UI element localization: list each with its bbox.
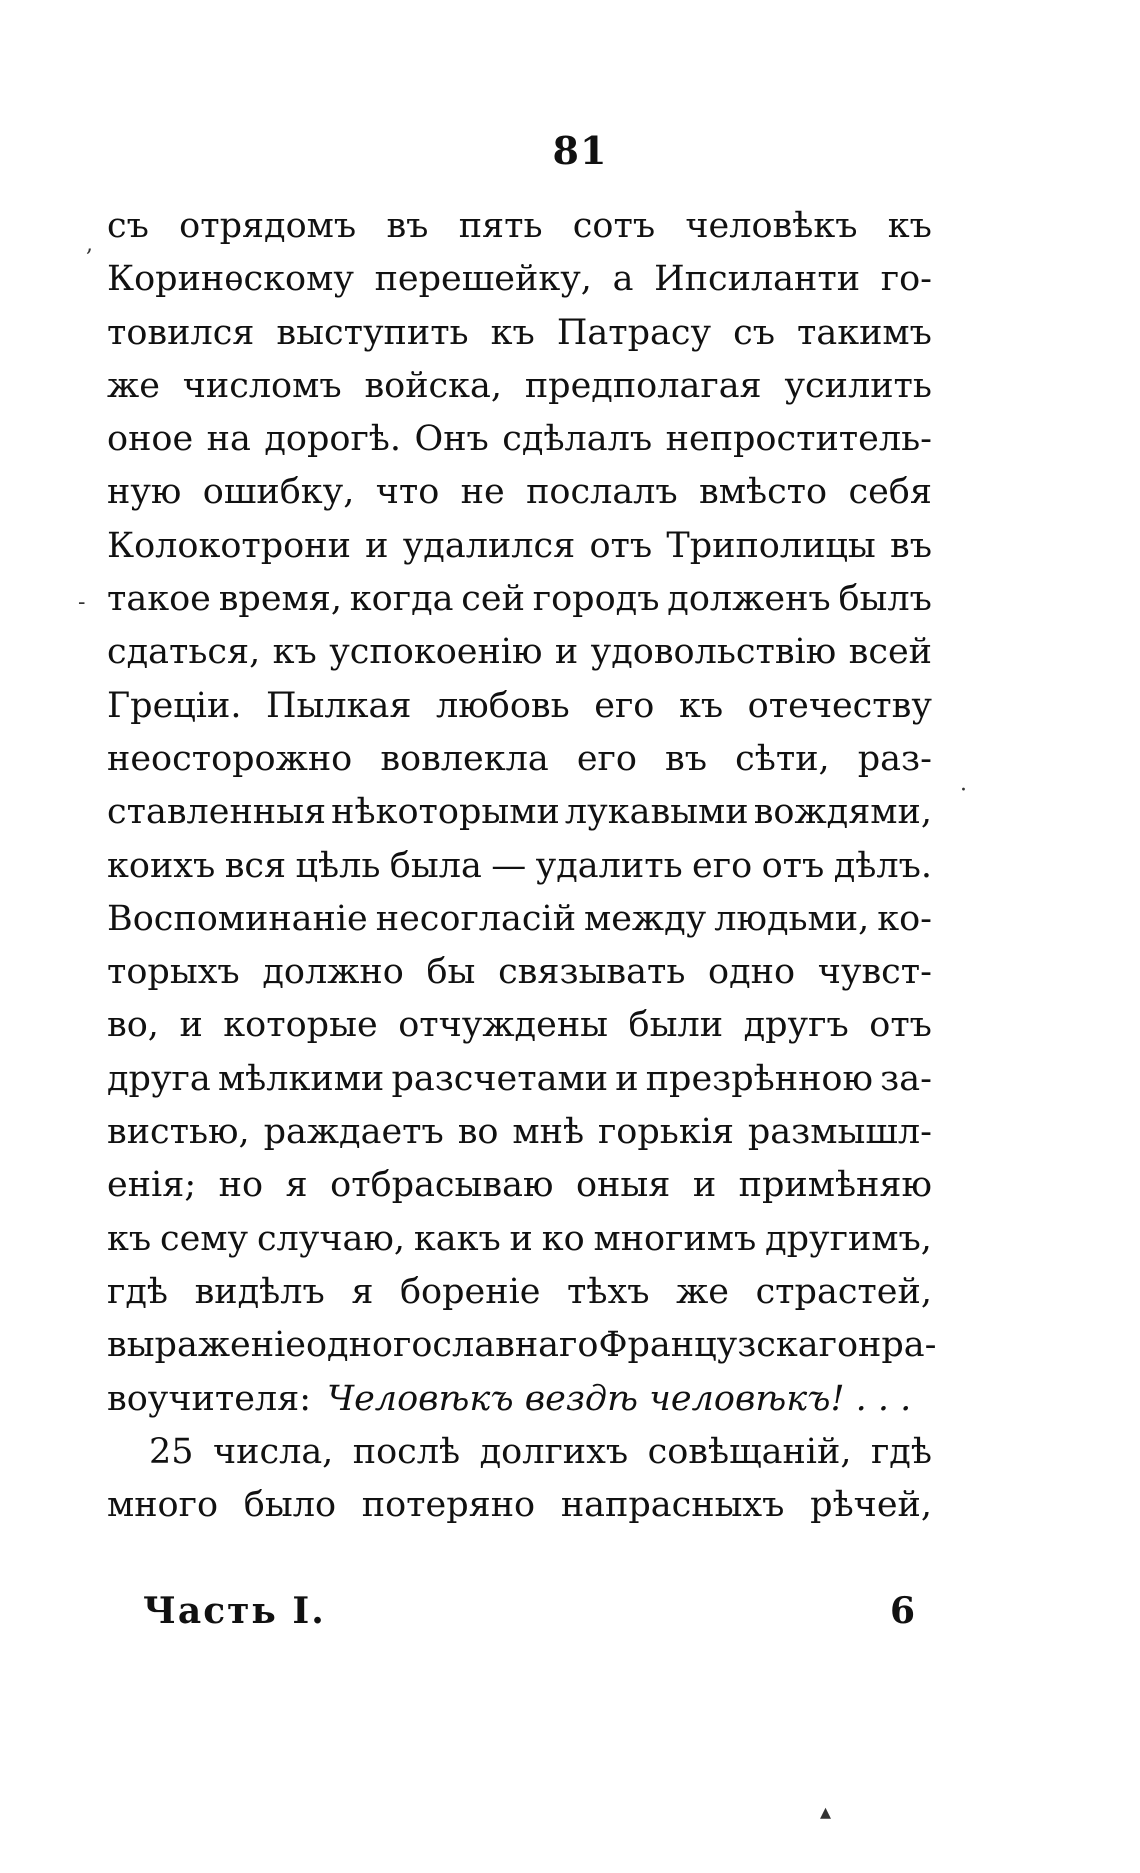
text-line: 25 числа, послѣ долгихъ совѣщаній, гдѣ [149,1431,932,1472]
text-line: коихъ вся цѣль была — удалить его отъ дѣлъ. [107,845,932,886]
text-line: же числомъ войска, предполагая усилить [107,365,932,406]
text-line: съ отрядомъ въ пять сотъ человѣкъ къ [107,206,932,246]
page-footer [143,1590,915,1632]
text-line: выраженіе одного славнаго Французскаго нра- [107,1325,937,1366]
text-line: торыхъ должно бы связывать одно чувст- [107,952,932,993]
moral-quote: Человѣкъ вездѣ человѣкъ! . . . [327,1378,912,1419]
text-line: ставленныя нѣкоторыми лукавыми вождями, [107,792,932,833]
text-line: Греціи. Пылкая любовь его къ отечеству [107,685,932,726]
signature-mark: 6 [889,1590,915,1632]
text-line: Колокотрони и удалился отъ Триполицы въ [107,525,932,566]
text-line: вистью, раждаетъ во мнѣ горькія размышл- [107,1112,932,1153]
text-line: Воспоминаніе несогласій между людьми, ко- [107,898,932,939]
text-line: гдѣ видѣлъ я бореніе тѣхъ же страстей, [107,1271,932,1312]
text-line: къ сему случаю, какъ и ко многимъ другимъ, [107,1218,932,1259]
margin-dash: - [78,590,86,615]
part-label: Часть I. [143,1590,326,1632]
text-line: ную ошибку, что не послалъ вмѣсто себя [107,472,932,513]
text-line: такое время, когда сей городъ долженъ былъ [107,579,932,620]
page-number: 81 [552,128,608,173]
text-line: енія; но я отбрасываю оныя и примѣняю [107,1165,932,1206]
text-line: много было потеряно напрасныхъ рѣчей, [107,1485,932,1526]
text-line: товился выступить къ Патрасу съ такимъ [107,312,932,353]
text-line: во, и которые отчуждены были другъ отъ [107,1005,932,1046]
margin-speck: · [960,778,967,803]
moral-prefix: воучителя: [107,1378,312,1419]
text-line: сдаться, къ успокоенію и удовольствію всей [107,632,932,673]
text-line: оное на дорогѣ. Онъ сдѣлалъ непроститель- [107,419,932,460]
text-line: неосторожно вовлекла его въ сѣти, раз- [107,738,932,779]
margin-speck: ▴ [820,1800,832,1825]
body-text [107,200,937,1532]
moral-line [107,1373,932,1426]
margin-speck: , [86,232,93,257]
text-line: друга мѣлкими разсчетами и презрѣнною за- [107,1058,932,1099]
text-line: Коринѳскому перешейку, а Ипсиланти го- [107,259,932,300]
